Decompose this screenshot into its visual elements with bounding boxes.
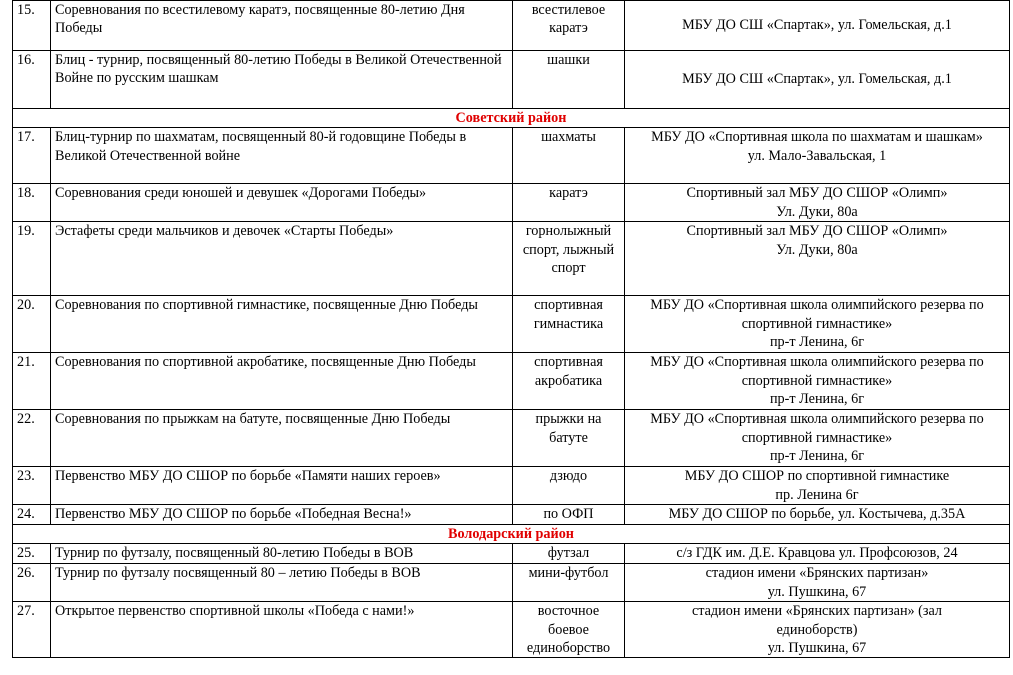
venue	[625, 353, 1010, 410]
row-number: 21.	[13, 353, 51, 410]
venue-line: МБУ ДО «Спортивная школа олимпийского резерва по спортивной гимнастике»	[650, 297, 984, 332]
event-title: Открытое первенство спортивной школы «Победа с нами!»	[51, 602, 513, 658]
event-title: Эстафеты среди мальчиков и девочек «Старты Победы»	[51, 222, 513, 296]
event-title: Соревнования по спортивной акробатике, посвященные Дню Победы	[51, 353, 513, 410]
venue-line: МБУ ДО СШ «Спартак», ул. Гомельская, д.1	[682, 71, 952, 88]
sport-type: восточное боевое единоборство	[513, 602, 625, 658]
row-number: 27.	[13, 602, 51, 658]
table-row	[13, 296, 1010, 353]
event-title: Соревнования среди юношей и девушек «Дорогами Победы»	[51, 184, 513, 222]
table-row	[13, 544, 1010, 564]
venue-line: пр. Ленина 6г	[775, 486, 859, 503]
venue-line: МБУ ДО «Спортивная школа олимпийского резерва по спортивной гимнастике»	[650, 411, 984, 446]
district-heading: Советский район	[13, 109, 1010, 128]
row-number: 16.	[13, 51, 51, 109]
venue-line: МБУ ДО СШ «Спартак», ул. Гомельская, д.1	[682, 17, 952, 34]
event-title: Первенство МБУ ДО СШОР по борьбе «Памяти наших героев»	[51, 467, 513, 505]
venue	[625, 222, 1010, 296]
table-row	[13, 505, 1010, 524]
event-title: Соревнования по спортивной гимнастике, посвященные Дню Победы	[51, 296, 513, 353]
table-row	[13, 564, 1010, 602]
venue-line: Спортивный зал МБУ ДО СШОР «Олимп»	[686, 223, 948, 240]
row-number: 26.	[13, 564, 51, 602]
event-title: Соревнования по всестилевому каратэ, посвященные 80-летию Дня Победы	[51, 1, 513, 51]
sport-type: дзюдо	[513, 467, 625, 505]
row-number: 22.	[13, 410, 51, 467]
venue-line: стадион имени «Брянских партизан»	[705, 565, 929, 582]
venue	[625, 602, 1010, 658]
venue-line: с/з ГДК им. Д.Е. Кравцова ул. Профсоюзов, 24	[676, 545, 958, 562]
row-number: 23.	[13, 467, 51, 505]
sport-type: всестилевое каратэ	[513, 1, 625, 51]
venue-line: Ул. Дуки, 80а	[776, 203, 858, 220]
venue	[625, 51, 1010, 109]
sport-type: шашки	[513, 51, 625, 109]
section-heading-row	[13, 524, 1010, 543]
table-row	[13, 410, 1010, 467]
venue-line: МБУ ДО «Спортивная школа по шахматам и шашкам»	[651, 129, 983, 146]
venue-line: пр-т Ленина, 6г	[769, 448, 865, 465]
venue-line: пр-т Ленина, 6г	[769, 391, 865, 408]
event-title: Блиц-турнир по шахматам, посвященный 80-й годовщине Победы в Великой Отечественной войне	[51, 128, 513, 184]
table-row	[13, 353, 1010, 410]
venue	[625, 128, 1010, 184]
events-table	[12, 0, 1010, 658]
event-title: Блиц - турнир, посвященный 80-летию Победы в Великой Отечественной Войне по русским шашкам	[51, 51, 513, 109]
section-heading-row	[13, 109, 1010, 128]
sport-type: спортивная акробатика	[513, 353, 625, 410]
table-row	[13, 602, 1010, 658]
row-number: 19.	[13, 222, 51, 296]
venue-line: стадион имени «Брянских партизан» (зал единоборств)	[691, 603, 943, 638]
sport-type: спортивная гимнастика	[513, 296, 625, 353]
venue-line: пр-т Ленина, 6г	[769, 334, 865, 351]
row-number: 17.	[13, 128, 51, 184]
venue	[625, 505, 1010, 524]
sport-type: каратэ	[513, 184, 625, 222]
venue-line: ул. Пушкина, 67	[767, 583, 867, 600]
row-number: 18.	[13, 184, 51, 222]
venue	[625, 544, 1010, 564]
sport-type: прыжки на батуте	[513, 410, 625, 467]
venue-line: Ул. Дуки, 80а	[776, 241, 858, 258]
event-title: Турнир по футзалу посвященный 80 – летию Победы в ВОВ	[51, 564, 513, 602]
venue	[625, 1, 1010, 51]
event-title: Первенство МБУ ДО СШОР по борьбе «Победная Весна!»	[51, 505, 513, 524]
venue-line: МБУ ДО СШОР по борьбе, ул. Костычева, д.35А	[668, 506, 966, 523]
table-row	[13, 51, 1010, 109]
venue-line: Спортивный зал МБУ ДО СШОР «Олимп»	[686, 185, 948, 202]
row-number: 20.	[13, 296, 51, 353]
sport-type: горнолыжный спорт, лыжный спорт	[513, 222, 625, 296]
venue	[625, 296, 1010, 353]
district-heading: Володарский район	[13, 524, 1010, 543]
venue	[625, 467, 1010, 505]
table-row	[13, 222, 1010, 296]
sport-type: шахматы	[513, 128, 625, 184]
row-number: 15.	[13, 1, 51, 51]
venue	[625, 184, 1010, 222]
table-row	[13, 467, 1010, 505]
table-row	[13, 184, 1010, 222]
row-number: 25.	[13, 544, 51, 564]
table-row	[13, 128, 1010, 184]
sport-type: мини-футбол	[513, 564, 625, 602]
venue-line: ул. Мало-Завальская, 1	[747, 147, 887, 164]
event-title: Соревнования по прыжкам на батуте, посвященные Дню Победы	[51, 410, 513, 467]
venue-line: ул. Пушкина, 67	[767, 640, 867, 657]
venue-line: МБУ ДО СШОР по спортивной гимнастике	[684, 468, 950, 485]
event-title: Турнир по футзалу, посвященный 80-летию Победы в ВОВ	[51, 544, 513, 564]
sport-type: по ОФП	[513, 505, 625, 524]
venue-line: МБУ ДО «Спортивная школа олимпийского резерва по спортивной гимнастике»	[650, 354, 984, 389]
sport-type: футзал	[513, 544, 625, 564]
row-number: 24.	[13, 505, 51, 524]
table-row	[13, 1, 1010, 51]
venue	[625, 564, 1010, 602]
venue	[625, 410, 1010, 467]
